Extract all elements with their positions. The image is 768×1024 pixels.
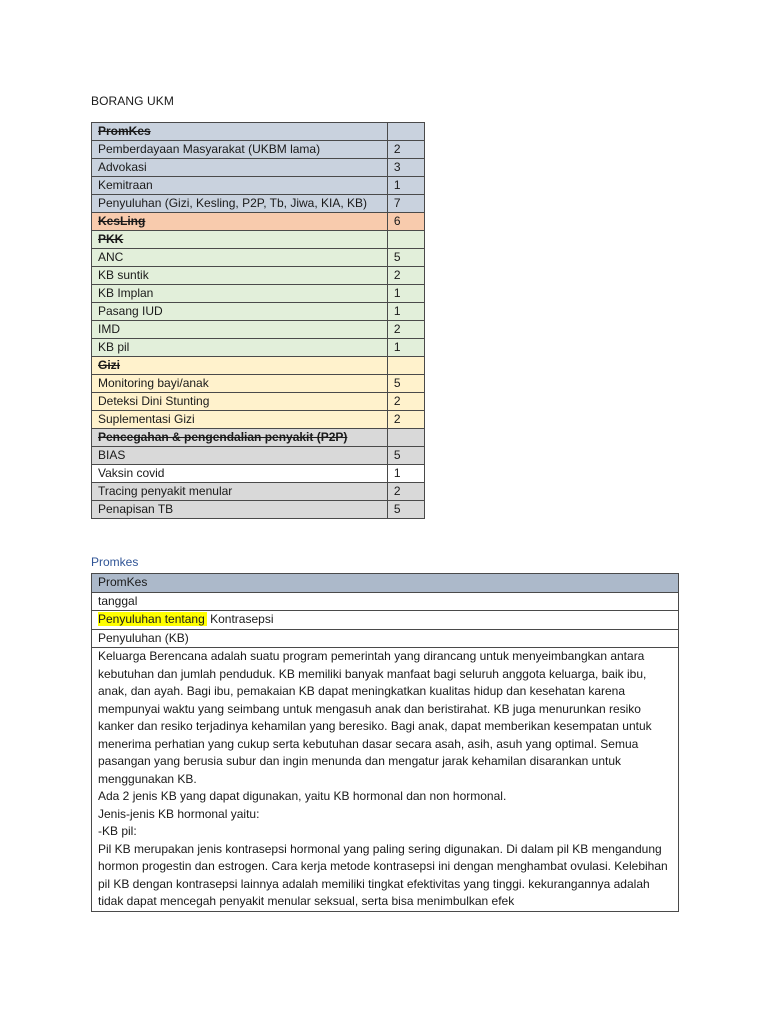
promkes-date-row (92, 592, 679, 611)
ukm-row (92, 213, 425, 231)
ukm-item-label: Penapisan TB (92, 501, 388, 519)
ukm-row (92, 321, 425, 339)
ukm-row (92, 195, 425, 213)
ukm-item-label: Tracing penyakit menular (92, 483, 388, 501)
ukm-row (92, 303, 425, 321)
promkes-body-row (92, 648, 679, 912)
activity-label: Penyuluhan (KB) (92, 629, 679, 648)
ukm-item-label: Kemitraan (92, 177, 388, 195)
ukm-item-label: KB pil (92, 339, 388, 357)
ukm-category-label: KesLing (92, 213, 388, 231)
promkes-table-header: PromKes (92, 574, 679, 593)
ukm-row (92, 177, 425, 195)
ukm-item-value: 6 (387, 213, 424, 231)
topic-cell (92, 611, 679, 630)
ukm-item-value: 7 (387, 195, 424, 213)
ukm-table (91, 122, 425, 519)
ukm-item-value (387, 231, 424, 249)
body-paragraph: Pil KB merupakan jenis kontrasepsi hormonal yang paling sering digunakan. Di dalam pil KB mengandung hormon progestin dan estrogen. Cara kerja metode kontrasepsi ini dengan menghambat ovulasi. Kelebihan pil KB dengan kontrasepsi lainnya adalah memiliki tingkat efektivitas yang tinggi. kekurangannya adalah tidak dapat mencegah penyakit menular seksual, serta bisa menimbulkan efek (98, 841, 668, 908)
ukm-item-label: Deteksi Dini Stunting (92, 393, 388, 411)
date-label: tanggal (92, 592, 679, 611)
promkes-topic-row (92, 611, 679, 630)
ukm-item-value: 1 (387, 303, 424, 321)
ukm-category-label: PromKes (92, 123, 388, 141)
ukm-item-value: 5 (387, 447, 424, 465)
ukm-category-label: Gizi (92, 357, 388, 375)
body-paragraph: Keluarga Berencana adalah suatu program pemerintah yang dirancang untuk menyeimbangkan antara kebutuhan dan jumlah penduduk. KB memiliki banyak manfaat bagi seluruh anggota keluarga, baik ibu, anak, dan ayah. Bagi ibu, pemakaian KB dapat meningkatkan kualitas hidup dan kesehatan karena mempunyai waktu yang seimbang untuk mengasuh anak dan beristirahat. KB juga menurunkan resiko kanker dan resiko terjadinya kehamilan yang beresiko. Bagi anak, dapat memberikan kesempatan untuk menerima perhatian yang cukup serta kebutuhan dasar secara asah, asih, asuh yang optimal. Semua pasangan yang berusia subur dan ingin menunda dan mengatur jarak kehamilan disarankan untuk menggunakan KB. (98, 649, 652, 786)
ukm-item-value: 5 (387, 249, 424, 267)
ukm-row (92, 483, 425, 501)
ukm-item-value: 5 (387, 501, 424, 519)
body-paragraph: Ada 2 jenis KB yang dapat digunakan, yaitu KB hormonal dan non hormonal. (98, 789, 507, 803)
ukm-row (92, 123, 425, 141)
ukm-row (92, 447, 425, 465)
ukm-row (92, 249, 425, 267)
ukm-item-label: Penyuluhan (Gizi, Kesling, P2P, Tb, Jiwa, KIA, KB) (92, 195, 388, 213)
ukm-item-label: BIAS (92, 447, 388, 465)
ukm-row (92, 141, 425, 159)
ukm-row (92, 393, 425, 411)
promkes-header-row (92, 574, 679, 593)
ukm-item-value: 1 (387, 285, 424, 303)
ukm-row (92, 465, 425, 483)
ukm-row (92, 357, 425, 375)
ukm-table-body (92, 123, 425, 519)
ukm-item-label: Suplementasi Gizi (92, 411, 388, 429)
ukm-item-value: 3 (387, 159, 424, 177)
ukm-item-label: Advokasi (92, 159, 388, 177)
ukm-row (92, 429, 425, 447)
body-paragraph: -KB pil: (98, 824, 137, 838)
ukm-row (92, 285, 425, 303)
ukm-row (92, 339, 425, 357)
ukm-item-label: KB suntik (92, 267, 388, 285)
ukm-item-label: Pasang IUD (92, 303, 388, 321)
ukm-row (92, 411, 425, 429)
topic-highlight-label: Penyuluhan tentang (98, 612, 205, 626)
ukm-item-value: 2 (387, 393, 424, 411)
ukm-category-label: PKK (92, 231, 388, 249)
ukm-item-value: 5 (387, 375, 424, 393)
body-paragraph: Jenis-jenis KB hormonal yaitu: (98, 806, 260, 821)
ukm-item-value: 2 (387, 141, 424, 159)
ukm-item-label: Pemberdayaan Masyarakat (UKBM lama) (92, 141, 388, 159)
ukm-item-value (387, 123, 424, 141)
ukm-item-value: 1 (387, 177, 424, 195)
topic-value: Kontrasepsi (210, 612, 274, 626)
ukm-item-label: Vaksin covid (92, 465, 388, 483)
ukm-row (92, 501, 425, 519)
promkes-activity-row (92, 629, 679, 648)
promkes-body-text (92, 648, 679, 912)
ukm-row (92, 375, 425, 393)
ukm-item-value (387, 429, 424, 447)
section-heading-promkes: Promkes (91, 555, 139, 569)
ukm-item-label: IMD (92, 321, 388, 339)
ukm-item-value (387, 357, 424, 375)
promkes-table (91, 573, 679, 912)
document-title: BORANG UKM (91, 94, 175, 108)
ukm-item-label: KB Implan (92, 285, 388, 303)
ukm-category-label: Pencegahan & pengendalian penyakit (P2P) (92, 429, 388, 447)
ukm-item-value: 1 (387, 465, 424, 483)
ukm-item-label: Monitoring bayi/anak (92, 375, 388, 393)
ukm-row (92, 267, 425, 285)
ukm-item-value: 2 (387, 267, 424, 285)
ukm-row (92, 231, 425, 249)
ukm-item-value: 2 (387, 321, 424, 339)
ukm-item-value: 1 (387, 339, 424, 357)
ukm-item-value: 2 (387, 483, 424, 501)
ukm-item-value: 2 (387, 411, 424, 429)
ukm-item-label: ANC (92, 249, 388, 267)
ukm-row (92, 159, 425, 177)
